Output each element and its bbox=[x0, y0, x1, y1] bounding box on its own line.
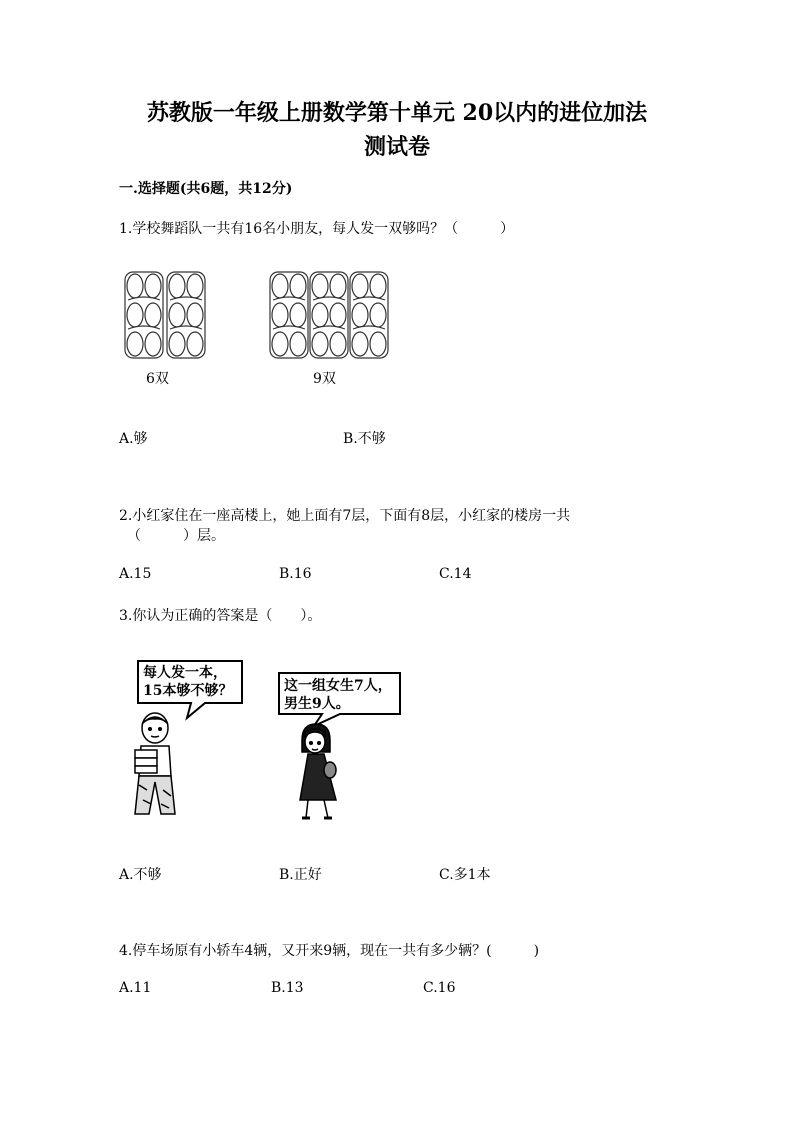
q3-option-a[interactable]: A.不够 bbox=[119, 867, 162, 883]
q2-option-c[interactable]: C.14 bbox=[439, 566, 472, 582]
section-heading: 一.选择题(共6题，共12分) bbox=[119, 181, 293, 197]
question-2-text-line2: （ ）层。 bbox=[127, 528, 225, 544]
girl-walking-illustration bbox=[288, 722, 348, 822]
shoes-image-9-pairs bbox=[270, 272, 390, 362]
question-2-text: 2.小红家住在一座高楼上，她上面有7层，下面有8层，小红家的楼房一共 bbox=[119, 508, 571, 524]
page-title-line2: 测试卷 bbox=[363, 134, 430, 160]
q3-option-b[interactable]: B.正好 bbox=[279, 867, 322, 883]
q4-option-b[interactable]: B.13 bbox=[271, 980, 304, 996]
q3-option-c[interactable]: C.多1本 bbox=[439, 867, 491, 883]
bubble-girl-line1: 这一组女生7人， bbox=[284, 678, 392, 694]
q1-option-b[interactable]: B.不够 bbox=[343, 431, 386, 447]
q1-option-a[interactable]: A.够 bbox=[119, 431, 148, 447]
boy-with-books-illustration bbox=[125, 710, 185, 820]
bubble-boy-line2: 15本够不够？ bbox=[143, 683, 233, 699]
page-title: 苏教版一年级上册数学第十单元 20以内的进位加法 bbox=[146, 100, 648, 126]
shoes-label-right: 9双 bbox=[313, 371, 336, 387]
q4-option-a[interactable]: A.11 bbox=[119, 980, 152, 996]
shoes-image-6-pairs bbox=[125, 272, 210, 362]
bubble-girl-line2: 男生9人。 bbox=[284, 696, 350, 712]
q4-option-c[interactable]: C.16 bbox=[423, 980, 456, 996]
q2-option-b[interactable]: B.16 bbox=[279, 566, 312, 582]
question-1-text: 1.学校舞蹈队一共有16名小朋友，每人发一双够吗？（ ） bbox=[119, 221, 515, 237]
question-3-text: 3.你认为正确的答案是（ ）。 bbox=[119, 608, 322, 624]
shoes-label-left: 6双 bbox=[146, 371, 169, 387]
bubble-boy-line1: 每人发一本， bbox=[143, 665, 227, 681]
q2-option-a[interactable]: A.15 bbox=[119, 566, 152, 582]
question-4-text: 4.停车场原有小轿车4辆，又开来9辆，现在一共有多少辆？( ) bbox=[119, 943, 540, 959]
